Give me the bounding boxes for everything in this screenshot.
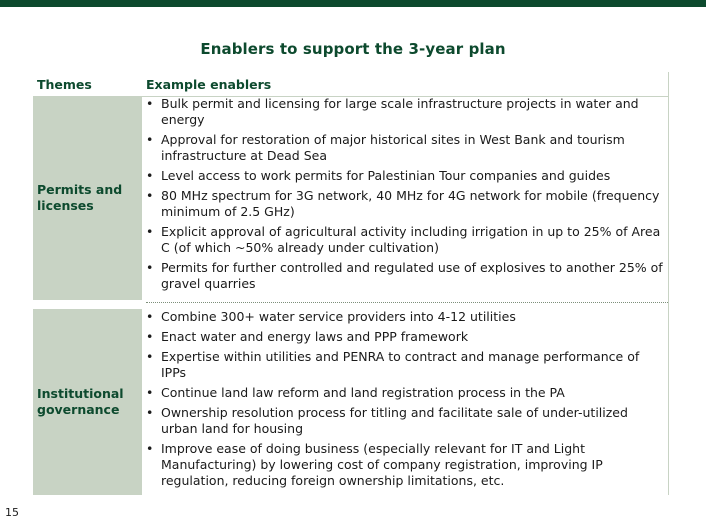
- list-item: • 80 MHz spectrum for 3G network, 40 MHz for 4G network for mobile (frequency minimum of 2.5 GHz): [146, 188, 660, 219]
- theme-box-governance: [33, 309, 142, 495]
- list-item: • Bulk permit and licensing for large scale infrastructure projects in water and energy: [146, 96, 639, 127]
- bullet-icon: •: [146, 349, 154, 364]
- bullet-icon: •: [146, 309, 154, 324]
- theme-label-governance: Institutional governance: [37, 386, 124, 417]
- bullet-icon: •: [146, 96, 154, 111]
- themes-column-header: Themes: [37, 77, 92, 92]
- bullet-icon: •: [146, 329, 154, 344]
- bullet-icon: •: [146, 188, 154, 203]
- bullet-icon: •: [146, 224, 154, 239]
- list-item: • Enact water and energy laws and PPP framework: [146, 329, 469, 344]
- bullet-icon: •: [146, 385, 154, 400]
- top-bar: [0, 0, 706, 7]
- list-item: • Approval for restoration of major historical sites in West Bank and tourism infrastructure at Dead Sea: [146, 132, 625, 163]
- table-frame-right: [668, 72, 669, 495]
- bullet-icon: •: [146, 405, 154, 420]
- section-divider: [146, 302, 668, 303]
- bullet-icon: •: [146, 132, 154, 147]
- theme-box-permits: [33, 96, 142, 300]
- list-item: • Level access to work permits for Palestinian Tour companies and guides: [146, 168, 611, 183]
- list-item: • Expertise within utilities and PENRA to contract and manage performance of IPPs: [146, 349, 640, 380]
- list-item: • Explicit approval of agricultural activity including irrigation in up to 25% of Area C (of which ~50% already under cultivation): [146, 224, 661, 255]
- bullet-icon: •: [146, 168, 154, 183]
- list-item: • Continue land law reform and land registration process in the PA: [146, 385, 565, 400]
- list-item: • Permits for further controlled and regulated use of explosives to another 25% of gravel quarries: [146, 260, 663, 291]
- enablers-column-header: Example enablers: [146, 77, 272, 92]
- list-item: • Combine 300+ water service providers into 4-12 utilities: [146, 309, 516, 324]
- theme-label-permits: Permits and licenses: [37, 182, 123, 213]
- list-item: • Ownership resolution process for titling and facilitate sale of under-utilized urban land for housing: [146, 405, 628, 436]
- page-number: 15: [5, 506, 19, 519]
- bullet-icon: •: [146, 441, 154, 456]
- bullet-icon: •: [146, 260, 154, 275]
- page-title: Enablers to support the 3-year plan: [200, 40, 506, 58]
- list-item: • Improve ease of doing business (especially relevant for IT and Light Manufacturing) by lowering cost of company registration, improving IP regulation, reducing foreign ownership limitations, etc.: [146, 441, 603, 488]
